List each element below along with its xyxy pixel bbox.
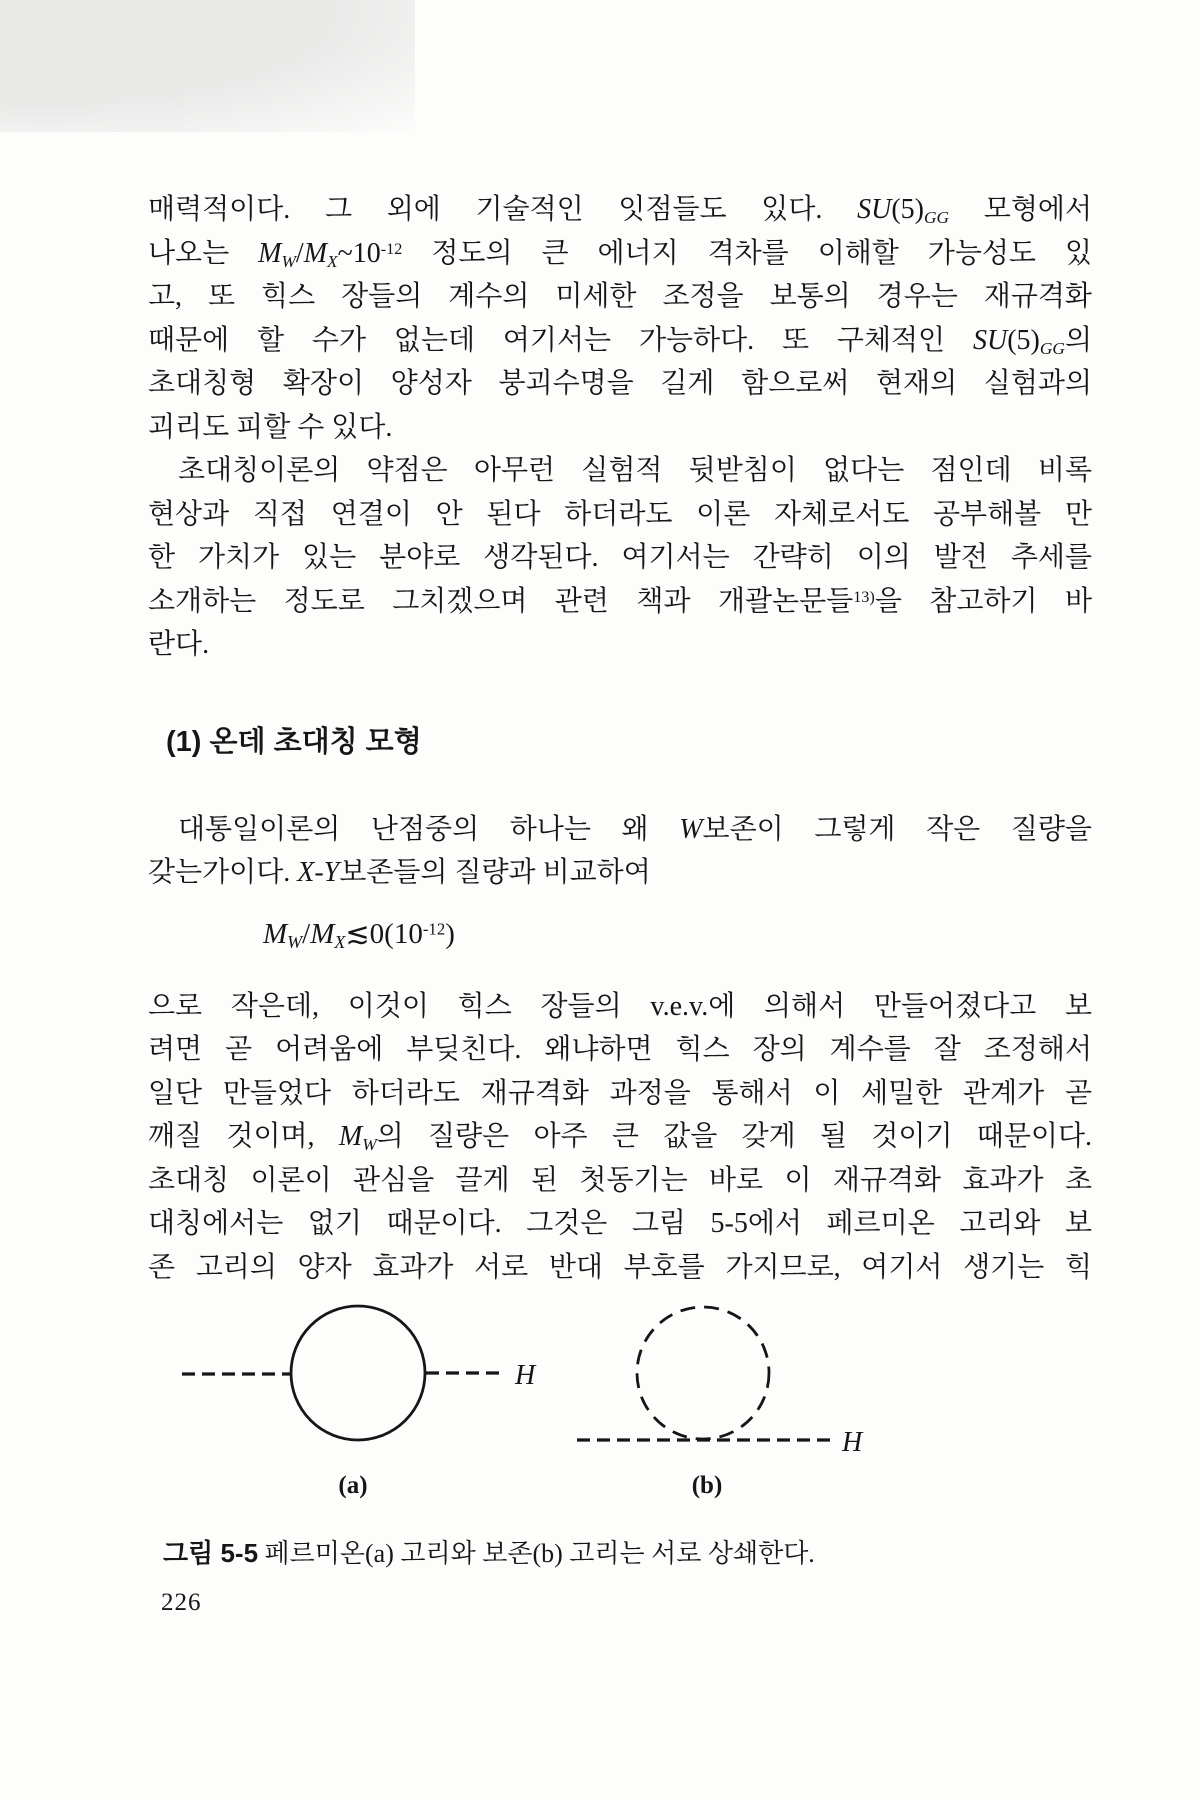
text-line: 나오는 $M_W/M_X\sim 10^{-12}$ 정도의 큰 에너지 격차를 이해할 가능성도 있: [148, 237, 1092, 271]
text-line: 현상과 직접 연결이 안 된다 하더라도 이론 자체로서도 공부해볼 만: [148, 498, 1092, 530]
diagram-b-label: (b): [691, 1472, 723, 1499]
text-line: 깨질 것이며, $M_W$의 질량은 아주 큰 값을 갖게 될 것이기 때문이다.: [148, 1121, 1092, 1154]
text-line: 으로 작은데, 이것이 힉스 장들의 v.e.v.에 의해서 만들어졌다고 보: [148, 990, 1092, 1022]
figure-caption: [163, 1536, 1093, 1571]
text-line: 려면 곧 어려움에 부딪친다. 왜냐하면 힉스 장의 계수를 잘 조정해서: [148, 1034, 1092, 1065]
figure-caption-number: 그림 5-5: [163, 1538, 259, 1568]
text-line: 소개하는 정도로 그치겠으며 관련 책과 개괄논문들$^{13)}$을 참고하기 바: [148, 585, 1092, 617]
page-number: 226: [161, 1589, 202, 1616]
text-line: 란다.: [148, 629, 210, 660]
equation: $M_W/M_X≲0(10^{-12})$: [263, 917, 455, 952]
text-line: 갖는가이다. X-Y보존들의 질량과 비교하여: [148, 857, 651, 888]
text-line: 괴리도 피할 수 있다.: [148, 411, 393, 443]
text-line: 고, 또 힉스 장들의 계수의 미세한 조정을 보통의 경우는 재규격화: [148, 281, 1092, 312]
text-line: 매력적이다. 그 외에 기술적인 잇점들도 있다. $SU(5)_{GG}$ 모형에서: [148, 194, 1092, 227]
text-line: 때문에 할 수가 없는데 여기서는 가능하다. 또 구체적인 $SU(5)_{GG}$의: [148, 324, 1092, 358]
paragraph: [148, 985, 1092, 1290]
text-line: 초대칭 이론이 관심을 끌게 된 첫동기는 바로 이 재규격화 효과가 초: [148, 1164, 1092, 1196]
text-line: 한 가치가 있는 분야로 생각된다. 여기서는 간략히 이의 발전 추세를: [148, 542, 1092, 573]
scan-shadow: [0, 0, 415, 132]
text-line: 존 고리의 양자 효과가 서로 반대 부호를 가지므로, 여기서 생기는 힉: [148, 1251, 1092, 1283]
text-line: 초대칭형 확장이 양성자 붕괴수명을 길게 함으로써 현재의 실험과의: [148, 368, 1092, 399]
figure-5-5: [140, 1295, 900, 1510]
feynman-diagrams: [140, 1295, 900, 1510]
text-line: 초대칭이론의 약점은 아무런 실험적 뒷받침이 없다는 점인데 비록: [178, 455, 1092, 486]
paragraph: [148, 449, 1092, 667]
fermion-loop-diagram: [182, 1306, 537, 1499]
boson-loop-diagram: [577, 1307, 864, 1499]
text-line: 일단 만들었다 하더라도 재규격화 과정을 통해서 이 세밀한 관계가 곧: [148, 1077, 1092, 1109]
text-column: [148, 188, 1092, 1289]
paragraph: [148, 188, 1092, 449]
paragraph: [148, 808, 1092, 895]
figure-caption-text: 페르미온(a) 고리와 보존(b) 고리는 서로 상쇄한다.: [258, 1539, 815, 1568]
higgs-label-a: H: [515, 1360, 536, 1391]
text-line: 대통일이론의 난점중의 하나는 왜 W보존이 그렇게 작은 질량을: [178, 813, 1092, 845]
higgs-label-b: H: [842, 1427, 863, 1458]
solid-loop-circle: [291, 1306, 425, 1440]
text-line: 대칭에서는 없기 때문이다. 그것은 그림 5-5에서 페르미온 고리와 보: [148, 1208, 1092, 1239]
dashed-loop-circle: [637, 1307, 769, 1439]
diagram-a-label: (a): [338, 1472, 368, 1499]
section-heading: (1) 온데 초대칭 모형: [166, 725, 422, 758]
